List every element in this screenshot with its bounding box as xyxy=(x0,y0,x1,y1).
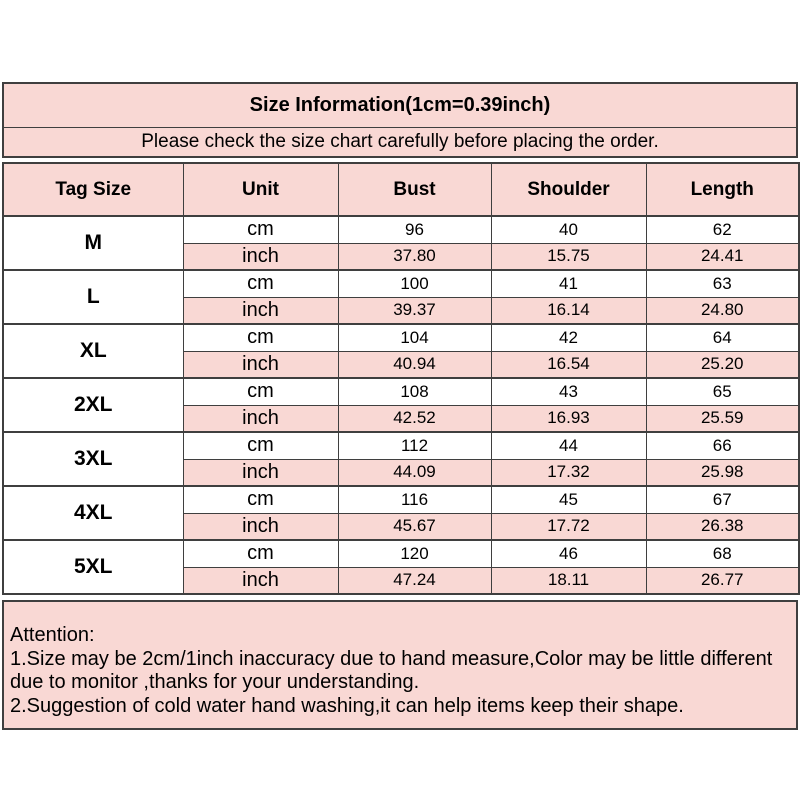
value-cell: 47.24 xyxy=(338,567,491,594)
column-header-bust: Bust xyxy=(338,163,491,216)
value-cell: 68 xyxy=(646,540,799,567)
column-header-unit: Unit xyxy=(183,163,338,216)
value-cell: 40.94 xyxy=(338,351,491,378)
value-cell: 45.67 xyxy=(338,513,491,540)
value-cell: 24.41 xyxy=(646,243,799,270)
unit-cell: cm xyxy=(183,216,338,243)
tag-size-cell: L xyxy=(3,270,183,324)
attention-note: 2.Suggestion of cold water hand washing,it can help items keep their shape. xyxy=(10,694,684,717)
value-cell: 45 xyxy=(491,486,646,513)
value-cell: 65 xyxy=(646,378,799,405)
column-header-length: Length xyxy=(646,163,799,216)
table-row-cm xyxy=(3,324,799,351)
value-cell: 66 xyxy=(646,432,799,459)
table-row-cm xyxy=(3,432,799,459)
value-cell: 120 xyxy=(338,540,491,567)
value-cell: 18.11 xyxy=(491,567,646,594)
value-cell: 39.37 xyxy=(338,297,491,324)
unit-cell: cm xyxy=(183,378,338,405)
value-cell: 25.59 xyxy=(646,405,799,432)
value-cell: 63 xyxy=(646,270,799,297)
value-cell: 108 xyxy=(338,378,491,405)
value-cell: 46 xyxy=(491,540,646,567)
attention-heading: Attention: xyxy=(10,624,95,646)
tag-size-cell: XL xyxy=(3,324,183,378)
unit-cell: cm xyxy=(183,486,338,513)
value-cell: 25.20 xyxy=(646,351,799,378)
unit-cell: inch xyxy=(183,351,338,378)
table-row-cm xyxy=(3,378,799,405)
tag-size-cell: 2XL xyxy=(3,378,183,432)
tag-size-cell: 5XL xyxy=(3,540,183,594)
value-cell: 62 xyxy=(646,216,799,243)
value-cell: 64 xyxy=(646,324,799,351)
column-header-shoulder: Shoulder xyxy=(491,163,646,216)
attention-box xyxy=(2,600,798,730)
column-header-tag-size: Tag Size xyxy=(3,163,183,216)
value-cell: 67 xyxy=(646,486,799,513)
unit-cell: inch xyxy=(183,405,338,432)
value-cell: 25.98 xyxy=(646,459,799,486)
value-cell: 15.75 xyxy=(491,243,646,270)
value-cell: 44 xyxy=(491,432,646,459)
unit-cell: inch xyxy=(183,243,338,270)
size-table xyxy=(2,162,800,595)
unit-cell: inch xyxy=(183,459,338,486)
value-cell: 24.80 xyxy=(646,297,799,324)
unit-cell: cm xyxy=(183,324,338,351)
table-row-cm xyxy=(3,270,799,297)
unit-cell: cm xyxy=(183,540,338,567)
unit-cell: cm xyxy=(183,432,338,459)
size-information-sheet xyxy=(2,82,798,730)
value-cell: 41 xyxy=(491,270,646,297)
unit-cell: inch xyxy=(183,513,338,540)
value-cell: 16.54 xyxy=(491,351,646,378)
attention-note: 1.Size may be 2cm/1inch inaccuracy due to hand measure,Color may be little different due to monitor ,thanks for your understanding. xyxy=(10,647,773,693)
size-table-header xyxy=(3,163,799,216)
unit-cell: inch xyxy=(183,567,338,594)
value-cell: 42.52 xyxy=(338,405,491,432)
value-cell: 40 xyxy=(491,216,646,243)
page-subtitle: Please check the size chart carefully before placing the order. xyxy=(141,131,659,152)
header-row xyxy=(3,163,799,216)
value-cell: 26.38 xyxy=(646,513,799,540)
tag-size-cell: M xyxy=(3,216,183,270)
page-title: Size Information(1cm=0.39inch) xyxy=(4,84,796,128)
value-cell: 17.72 xyxy=(491,513,646,540)
value-cell: 16.14 xyxy=(491,297,646,324)
value-cell: 116 xyxy=(338,486,491,513)
value-cell: 112 xyxy=(338,432,491,459)
table-row-cm xyxy=(3,486,799,513)
table-row-cm xyxy=(3,540,799,567)
value-cell: 37.80 xyxy=(338,243,491,270)
unit-cell: cm xyxy=(183,270,338,297)
tag-size-cell: 4XL xyxy=(3,486,183,540)
unit-cell: inch xyxy=(183,297,338,324)
header-box xyxy=(2,82,798,158)
value-cell: 96 xyxy=(338,216,491,243)
value-cell: 42 xyxy=(491,324,646,351)
tag-size-cell: 3XL xyxy=(3,432,183,486)
table-row-cm xyxy=(3,216,799,243)
value-cell: 100 xyxy=(338,270,491,297)
size-table-body xyxy=(3,216,799,594)
value-cell: 16.93 xyxy=(491,405,646,432)
value-cell: 26.77 xyxy=(646,567,799,594)
value-cell: 104 xyxy=(338,324,491,351)
value-cell: 17.32 xyxy=(491,459,646,486)
value-cell: 43 xyxy=(491,378,646,405)
value-cell: 44.09 xyxy=(338,459,491,486)
